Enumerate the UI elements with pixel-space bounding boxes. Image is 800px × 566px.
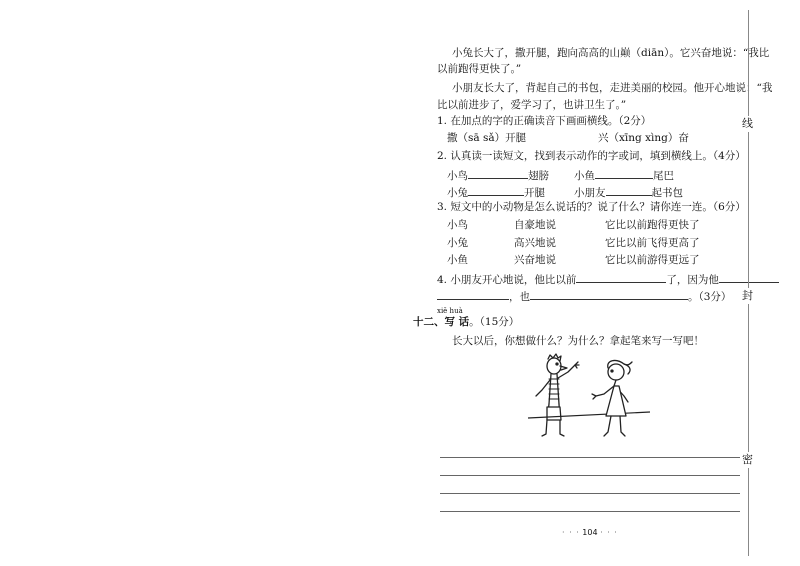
q4-text: 。（3分） — [688, 291, 732, 303]
q2-right-subject: 小朋友 — [574, 187, 606, 199]
question-4-line-1 — [437, 271, 779, 287]
passage-line-4: 比以前进步了，爱学习了，也讲卫生了。” — [437, 99, 627, 111]
q2-right-object: 起书包 — [651, 187, 683, 199]
match-quote[interactable]: 它比以前飞得更高了 — [605, 237, 700, 249]
answer-blank[interactable] — [468, 167, 528, 179]
question-2-row — [574, 167, 674, 183]
q2-left-object: 开腿 — [524, 187, 545, 199]
match-manner[interactable]: 兴奋地说 — [514, 254, 556, 266]
writing-pinyin: xiě huà — [437, 307, 463, 315]
passage-line-1: 小兔长大了，撒开腿，跑向高高的山巅（diān）。它兴奋地说：“我比 — [452, 47, 770, 59]
section-heading: 十二、写 话 — [413, 316, 470, 328]
writing-title — [413, 315, 519, 329]
binding-label: 线 — [742, 117, 753, 130]
match-manner[interactable]: 自豪地说 — [514, 219, 556, 231]
writing-line[interactable] — [440, 475, 740, 476]
question-1-item-b: 兴（xīng xìng）奋 — [598, 132, 689, 144]
q2-left-subject: 小鸟 — [447, 170, 468, 182]
q2-left-object: 翅膀 — [528, 170, 549, 182]
page-number — [562, 528, 618, 538]
answer-blank[interactable] — [530, 288, 688, 300]
page-number-value: 104 — [582, 528, 598, 537]
binding-label: 封 — [742, 289, 753, 302]
question-1-stem: 1. 在加点的字的正确读音下画画横线。（2分） — [437, 115, 652, 127]
section-score: 。（15分） — [469, 316, 520, 328]
question-4-line-2 — [437, 288, 731, 304]
girl-figure — [592, 361, 632, 436]
passage-line-2: 以前跑得更快了。” — [437, 63, 522, 75]
boy-figure — [536, 354, 579, 436]
match-animal[interactable]: 小鸟 — [447, 219, 468, 231]
passage-line-3: 小朋友长大了，背起自己的书包，走进美丽的校园。他开心地说：“我 — [452, 82, 773, 94]
question-2-row — [447, 184, 545, 200]
writing-line[interactable] — [440, 493, 740, 494]
q2-left-subject: 小兔 — [447, 187, 468, 199]
writing-prompt: 长大以后，你想做什么？为什么？拿起笔来写一写吧！ — [452, 335, 704, 347]
q2-right-object: 尾巴 — [653, 170, 674, 182]
match-animal[interactable]: 小鱼 — [447, 254, 468, 266]
match-quote[interactable]: 它比以前跑得更快了 — [605, 219, 700, 231]
bench-line — [528, 412, 650, 418]
answer-blank[interactable] — [595, 167, 653, 179]
match-manner[interactable]: 高兴地说 — [514, 237, 556, 249]
page-number-ornament: · · · — [562, 528, 580, 537]
answer-blank[interactable] — [468, 184, 524, 196]
q4-text: 4. 小朋友开心地说，他比以前 — [437, 274, 577, 286]
question-1-item-a: 撒（sā sǎ）开腿 — [447, 132, 527, 144]
answer-blank[interactable] — [437, 288, 509, 300]
page-number-ornament: · · · — [600, 528, 618, 537]
binding-line — [748, 10, 749, 556]
children-illustration — [520, 352, 660, 442]
writing-line[interactable] — [440, 457, 740, 458]
match-animal[interactable]: 小兔 — [447, 237, 468, 249]
match-quote[interactable]: 它比以前游得更远了 — [605, 254, 700, 266]
q2-right-subject: 小鱼 — [574, 170, 595, 182]
q4-text: 了，因为他 — [666, 274, 719, 286]
question-2-row — [447, 167, 549, 183]
question-2-stem: 2. 认真读一读短文，找到表示动作的字或词，填到横线上。（4分） — [437, 150, 746, 162]
question-2-row — [574, 184, 683, 200]
binding-label: 密 — [742, 453, 753, 466]
answer-blank[interactable] — [606, 184, 652, 196]
question-3-stem: 3. 短文中的小动物是怎么说话的？说了什么？请你连一连。（6分） — [437, 201, 746, 213]
q4-text: ，也 — [509, 291, 530, 303]
writing-line[interactable] — [440, 511, 740, 512]
answer-blank[interactable] — [576, 271, 666, 283]
